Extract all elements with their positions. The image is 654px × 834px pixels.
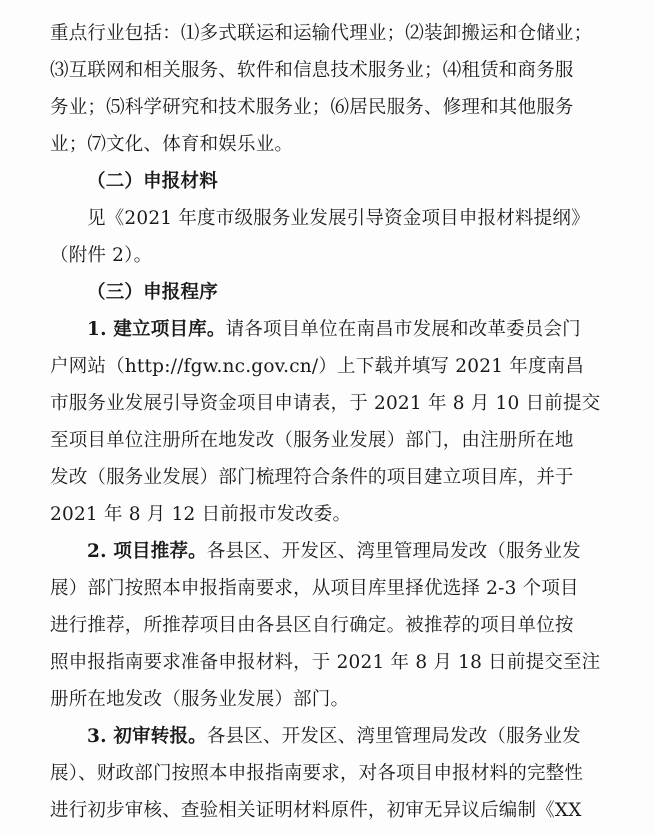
text-line: 见《2021 年度市级服务业发展引导资金项目申报材料提纲》: [87, 208, 590, 229]
step-2-title: 2. 项目推荐。: [87, 541, 207, 562]
text-line: 2021 年 8 月 12 日前报市发改委。: [50, 504, 352, 525]
step-3-title: 3. 初审转报。: [87, 726, 207, 747]
section-heading-procedure: （三）申报程序: [87, 282, 218, 303]
text-line: 展）、财政部门按照本申报指南要求，对各项目申报材料的完整性: [50, 763, 584, 784]
text-line: 重点行业包括：⑴多式联运和运输代理业；⑵装卸搬运和仓储业；: [50, 23, 593, 44]
text-line: 发改（服务业发展）部门梳理符合条件的项目建立项目库，并于: [50, 467, 574, 488]
text-line: 照申报指南要求准备申报材料，于 2021 年 8 月 18 日前提交至注: [50, 652, 601, 673]
text-line: 展）部门按照本申报指南要求，从项目库里择优选择 2-3 个项目: [50, 578, 579, 599]
text-line: 业；⑺文化、体育和娱乐业。: [50, 134, 294, 155]
step-1-text: 请各项目单位在南昌市发展和改革委员会门: [225, 319, 581, 340]
step-3-line: [87, 725, 581, 749]
step-3-text: 各县区、开发区、湾里管理局发改（服务业发: [206, 726, 581, 747]
section-heading-materials: （二）申报材料: [87, 171, 218, 192]
text-line: 进行初步审核、查验相关证明材料原件，初审无异议后编制《XX: [50, 800, 582, 821]
step-2-text: 各县区、开发区、湾里管理局发改（服务业发: [206, 541, 581, 562]
text-line: 至项目单位注册所在地发改（服务业发展）部门，由注册所在地: [50, 430, 574, 451]
step-1-title: 1. 建立项目库。: [87, 319, 226, 340]
text-line: 务业；⑸科学研究和技术服务业；⑹居民服务、修理和其他服务: [50, 97, 574, 118]
text-line: ⑶互联网和相关服务、软件和信息技术服务业；⑷租赁和商务服: [50, 60, 574, 81]
text-line: 进行推荐，所推荐项目由各县区自行确定。被推荐的项目单位按: [50, 615, 574, 636]
text-line: 册所在地发改（服务业发展）部门。: [50, 689, 350, 710]
step-1-line: [87, 318, 581, 342]
text-line: 市服务业发展引导资金项目申请表，于 2021 年 8 月 10 日前提交: [50, 393, 601, 414]
text-line: 户网站（http://fgw.nc.gov.cn/）上下载并填写 2021 年度南昌: [50, 356, 585, 377]
step-2-line: [87, 540, 581, 564]
text-line: （附件 2）。: [50, 245, 153, 266]
